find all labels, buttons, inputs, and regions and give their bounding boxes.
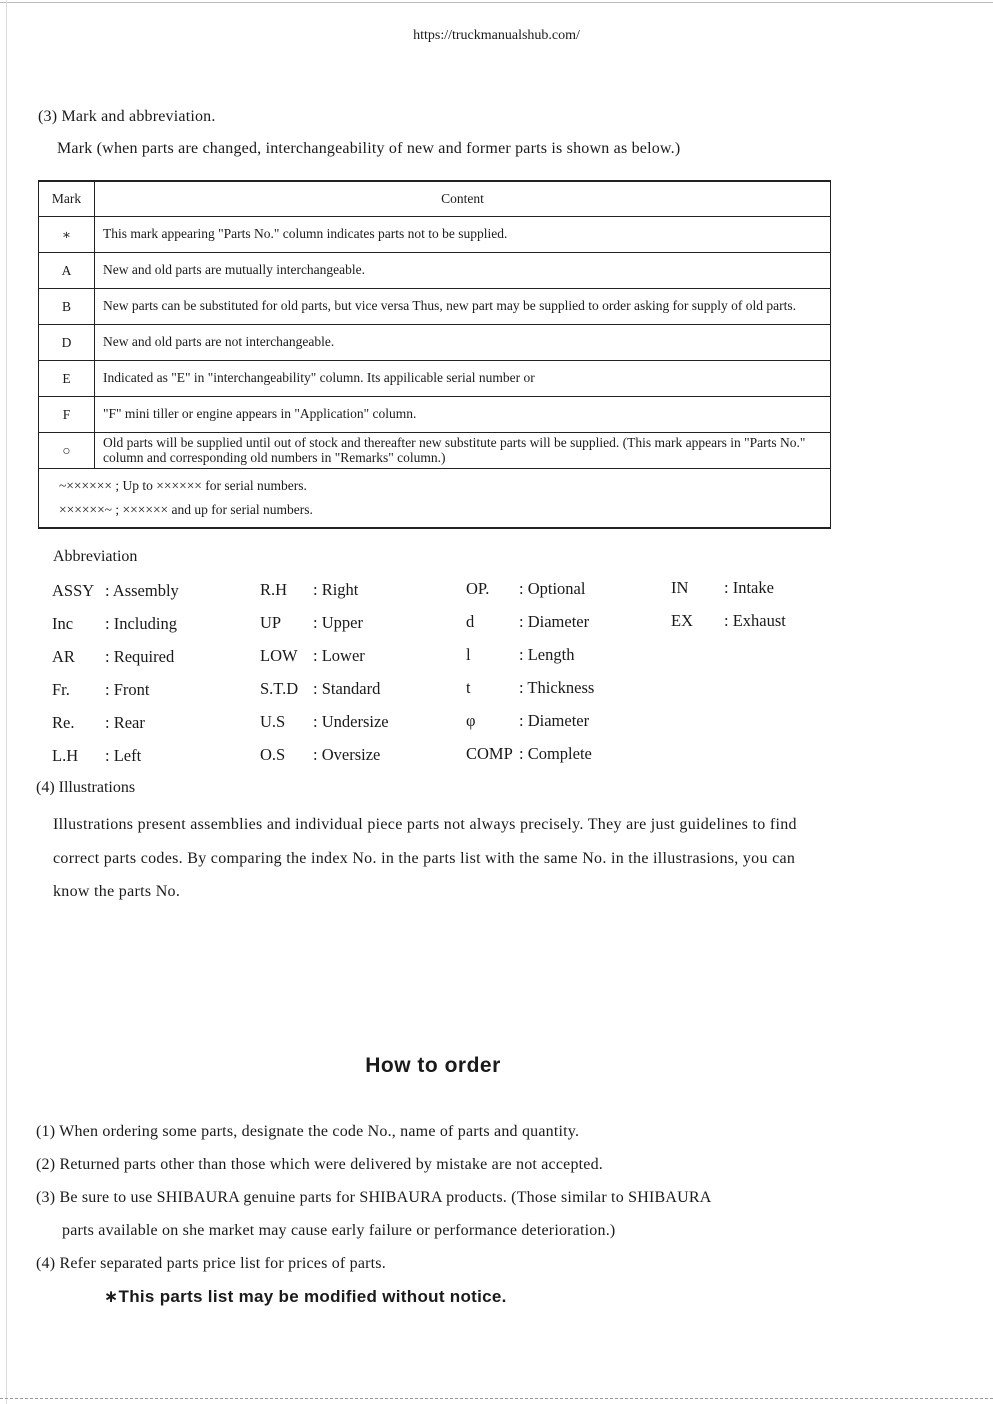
abbreviation-meaning: : Upper <box>313 613 363 632</box>
abbreviation-key: OP. <box>466 579 490 598</box>
abbreviation-meaning: : Standard <box>313 679 381 698</box>
serial-notes-cell <box>39 469 831 529</box>
abbreviation-key: COMP <box>466 744 513 763</box>
abbreviation-meaning: : Required <box>105 647 175 666</box>
list-item: (2) Returned parts other than those which were delivered by mistake are not accepted. <box>36 1156 604 1173</box>
source-url[interactable]: https://truckmanualshub.com/ <box>413 28 580 43</box>
abbreviation-key: IN <box>671 578 689 597</box>
abbreviation-meaning: : Undersize <box>313 712 389 731</box>
table-row <box>39 253 831 289</box>
abbreviation-key: d <box>466 612 475 631</box>
abbreviation-meaning: : Thickness <box>519 678 595 697</box>
content-cell: New and old parts are mutually interchangeable. <box>95 253 831 289</box>
abbreviation-meaning: : Intake <box>724 578 774 597</box>
abbreviation-meaning: : Length <box>519 645 575 664</box>
abbreviation-meaning: : Oversize <box>313 745 381 764</box>
abbreviation-key: S.T.D <box>260 679 299 698</box>
how-to-order-title: How to order <box>365 1054 501 1077</box>
abbreviation-meaning: : Right <box>313 580 359 599</box>
table-row <box>39 361 831 397</box>
abbreviation-key: UP <box>260 613 282 632</box>
abbreviation-key: R.H <box>260 580 288 599</box>
abbreviation-key: L.H <box>52 746 79 765</box>
serial-note-and-up: ××××××~ ; ×××××× and up for serial numbers. <box>59 502 313 517</box>
list-item: (1) When ordering some parts, designate the code No., name of parts and quantity. <box>36 1123 580 1140</box>
abbreviation-meaning: : Complete <box>519 744 592 763</box>
mark-table <box>38 180 831 529</box>
left-border <box>6 0 7 1404</box>
abbreviation-meaning: : Including <box>105 614 177 633</box>
abbreviation-meaning: : Exhaust <box>724 611 786 630</box>
list-item: (4) Refer separated parts price list for prices of parts. <box>36 1255 386 1272</box>
top-border <box>0 2 993 3</box>
table-row <box>39 397 831 433</box>
abbreviation-key: Re. <box>52 713 75 732</box>
bottom-border <box>0 1398 993 1399</box>
how-to-order-list <box>36 1123 711 1288</box>
abbreviation-key: φ <box>466 711 476 730</box>
table-row <box>39 325 831 361</box>
abbreviation-key: EX <box>671 611 693 630</box>
abbreviation-key: t <box>466 678 471 697</box>
abbreviation-meaning: : Rear <box>105 713 145 732</box>
mark-column-header: Mark <box>39 181 95 217</box>
mark-table-header-row <box>39 181 831 217</box>
mark-cell: D <box>39 325 95 361</box>
abbreviation-meaning: : Left <box>105 746 142 765</box>
content-cell: New and old parts are not interchangeable. <box>95 325 831 361</box>
modification-notice: ∗This parts list may be modified without notice. <box>104 1287 507 1306</box>
abbreviation-key: l <box>466 645 471 664</box>
mark-cell: E <box>39 361 95 397</box>
content-cell: New parts can be substituted for old parts, but vice versa Thus, new part may be supplied to order asking for supply of old parts. <box>95 289 831 325</box>
abbreviation-meaning: : Lower <box>313 646 365 665</box>
abbreviation-meaning: : Diameter <box>519 612 590 631</box>
abbreviation-key: Fr. <box>52 680 70 699</box>
table-row <box>39 433 831 469</box>
abbreviation-key: ASSY <box>52 581 95 600</box>
serial-notes-row <box>39 469 831 529</box>
illustrations-paragraph: Illustrations present assemblies and individual piece parts not always precisely. They are just guidelines to find correct parts codes. By comparing the index No. in the parts list with the same No. in the illustrasions, you can know the parts No. <box>53 816 797 900</box>
mark-intro-text: Mark (when parts are changed, interchangeability of new and former parts is shown as below.) <box>57 140 681 157</box>
mark-cell: A <box>39 253 95 289</box>
table-row <box>39 289 831 325</box>
abbreviation-meaning: : Diameter <box>519 711 590 730</box>
content-cell: Old parts will be supplied until out of stock and thereafter new substitute parts will be supplied. (This mark appears in "Parts No." column and corresponding old numbers in "Remarks" column.) <box>95 433 831 469</box>
mark-cell: ○ <box>39 433 95 469</box>
section-4-title: (4) Illustrations <box>36 779 136 796</box>
abbreviation-meaning: : Front <box>105 680 150 699</box>
content-column-header: Content <box>95 181 831 217</box>
abbreviation-meaning: : Assembly <box>105 581 179 600</box>
list-item-continuation: parts available on she market may cause early failure or performance deterioration.) <box>62 1222 616 1239</box>
abbreviation-meaning: : Optional <box>519 579 586 598</box>
mark-cell: B <box>39 289 95 325</box>
table-row <box>39 217 831 253</box>
content-cell: Indicated as "E" in "interchangeability" column. Its appilicable serial number or <box>95 361 831 397</box>
abbreviation-key: Inc <box>52 614 74 633</box>
abbreviation-title: Abbreviation <box>53 548 138 565</box>
content-cell: "F" mini tiller or engine appears in "Application" column. <box>95 397 831 433</box>
mark-cell: F <box>39 397 95 433</box>
abbreviation-key: AR <box>52 647 75 666</box>
abbreviation-key: LOW <box>260 646 298 665</box>
serial-note-up-to: ~×××××× ; Up to ×××××× for serial numbers. <box>59 477 307 493</box>
mark-cell: ∗ <box>39 217 95 253</box>
list-item: (3) Be sure to use SHIBAURA genuine parts for SHIBAURA products. (Those similar to SHIBAURA <box>36 1189 712 1206</box>
abbreviation-key: U.S <box>260 712 286 731</box>
content-cell: This mark appearing "Parts No." column indicates parts not to be supplied. <box>95 217 831 253</box>
section-3-title: (3) Mark and abbreviation. <box>38 108 216 125</box>
abbreviation-key: O.S <box>260 745 286 764</box>
